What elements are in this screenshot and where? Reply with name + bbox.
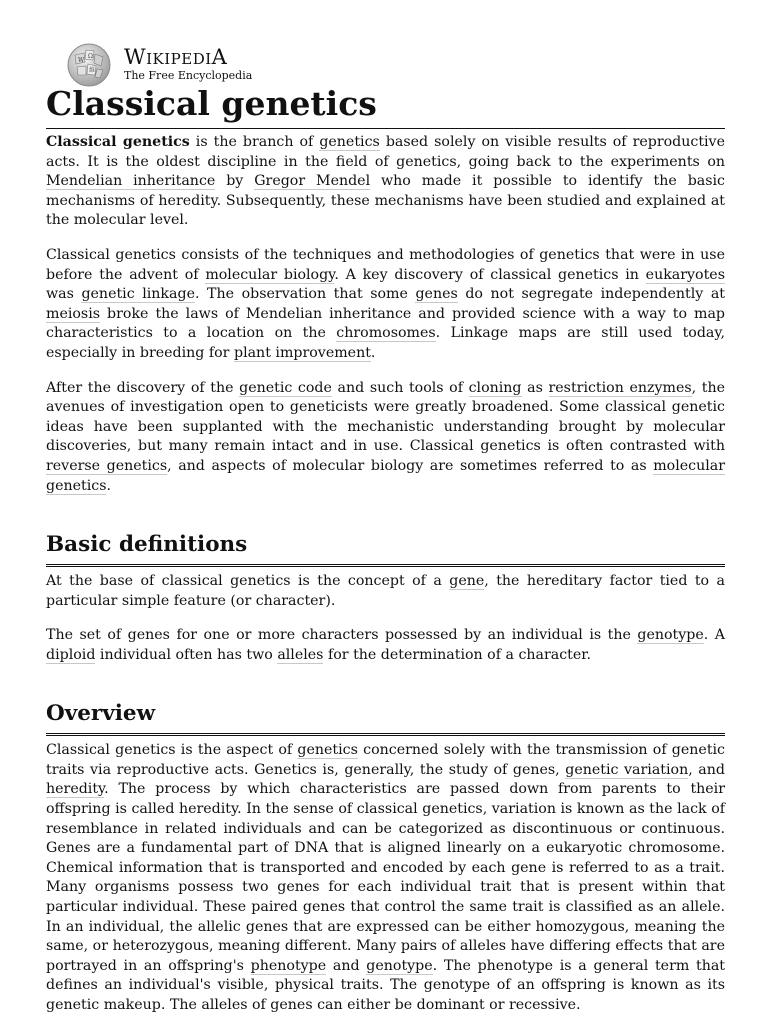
wiki-link[interactable]: Gregor Mendel <box>254 173 371 190</box>
text-run: . The observation that some <box>194 286 416 303</box>
wiki-link[interactable]: genetic linkage <box>81 286 195 303</box>
wiki-link[interactable]: molecular biology <box>205 266 335 283</box>
text-run: . <box>106 477 111 494</box>
text-run: is the branch of <box>189 134 320 150</box>
wikipedia-tagline: The Free Encyclopedia <box>124 69 253 82</box>
wiki-link[interactable]: genotype <box>366 957 433 974</box>
wiki-link[interactable]: genetic variation <box>565 761 689 778</box>
site-header <box>64 42 364 88</box>
wiki-link[interactable]: diploid <box>46 646 96 663</box>
article-body <box>46 133 725 1031</box>
text-run: , the avenues of investigation open to geneticists were greatly broadened. Some classical genetic ideas have been supplanted with the mechanistic understanding brought by molecular discoveries, but many remain intact and in use. Classical genetics is often contrasted with <box>46 379 725 455</box>
text-run: for the determination of a character. <box>323 646 592 663</box>
wiki-link[interactable]: eukaryotes <box>645 266 725 283</box>
wikipedia-globe-logo[interactable] <box>64 42 114 88</box>
section-heading: Basic definitions <box>46 532 725 567</box>
text-run: After the discovery of the <box>46 379 240 396</box>
text-run: At the base of classical genetics is the concept of a <box>46 572 450 589</box>
section-paragraph <box>46 626 725 665</box>
wikipedia-wordmark: WIKIPEDIA <box>124 45 228 69</box>
text-run: based solely on visible results of reproductive acts. It is the oldest discipline in the field of genetics, going back to the experiments on <box>46 134 725 170</box>
svg-text:W: W <box>78 57 85 64</box>
wiki-link[interactable]: plant improvement <box>233 344 371 361</box>
section-paragraph <box>46 572 725 611</box>
wiki-link[interactable]: cloning <box>468 379 522 396</box>
text-run: as <box>521 379 549 396</box>
svg-text:Ω: Ω <box>88 53 93 60</box>
text-run: . Linkage maps are still used today, especially in breeding for <box>46 325 725 361</box>
text-run: . A <box>703 627 726 644</box>
intro-paragraph <box>46 133 725 231</box>
wiki-link[interactable]: alleles <box>277 646 324 663</box>
wiki-link[interactable]: restriction enzymes <box>548 379 692 396</box>
wiki-link[interactable]: molecular genetics <box>46 457 725 494</box>
wiki-link[interactable]: chromosomes <box>336 325 436 342</box>
section-heading: Overview <box>46 701 725 736</box>
text-run: by <box>215 173 255 190</box>
text-run: , and aspects of molecular biology are sometimes referred to as <box>167 457 654 474</box>
text-run: concerned solely with the transmission of genetic traits via reproductive acts. Genetics is, generally, the study of genes, <box>46 742 726 778</box>
text-run: , the hereditary factor tied to a particular simple feature (or character). <box>46 572 725 609</box>
wiki-link[interactable]: genetic code <box>239 379 332 396</box>
text-run: was <box>46 286 82 303</box>
wiki-link[interactable]: meiosis <box>46 305 101 322</box>
text-run: . The process by which characteristics are passed down from parents to their offspring is called heredity. In the sense of classical genetics, variation is known as the lack of resemblance in related individuals and can be categorized as discontinuous or continuous. Genes are a fundamental part of DNA that is aligned linearly on a eukaryotic chromosome. Chemical information that is transported and encoded by each gene is referred to as a trait. Many organisms possess two genes for each individual trait that is present within that particular individual. These paired genes that control the same trait is classified as an allele. In an individual, the allelic genes that are expressed can be either homozygous, meaning the same, or heterozygous, meaning different. Many pairs of alleles have differing effects that are portrayed in an offspring's <box>46 781 725 974</box>
text-run: Classical genetics is the aspect of <box>46 742 298 759</box>
wiki-link[interactable]: Mendelian inheritance <box>46 173 216 190</box>
text-run: Classical genetics consists of the techniques and methodologies of genetics that were in use before the advent of <box>46 246 725 283</box>
section-paragraph <box>46 741 725 1015</box>
intro-paragraph <box>46 246 725 364</box>
text-run: do not segregate independently at <box>457 286 725 303</box>
title-divider <box>46 128 725 129</box>
wiki-link[interactable]: genetics <box>297 742 358 759</box>
text-run: individual often has two <box>95 646 278 663</box>
svg-text:維: 維 <box>89 67 96 74</box>
text-run: , and <box>688 761 725 778</box>
wiki-link[interactable]: genetics <box>319 134 380 150</box>
text-run: broke the laws of Mendelian inheritance and provided science with a way to map characteristics to a location on the <box>46 305 725 342</box>
wiki-link[interactable]: genotype <box>637 627 704 644</box>
text-run: who made it possible to identify the basic mechanisms of heredity. Subsequently, these mechanisms have been studied and explained at the molecular level. <box>46 173 725 229</box>
wiki-link[interactable]: heredity <box>46 781 105 798</box>
intro-paragraph <box>46 379 725 497</box>
bold-term: Classical genetics <box>46 134 190 150</box>
text-run: and <box>326 957 367 974</box>
wiki-link[interactable]: genes <box>415 286 458 303</box>
text-run: The set of genes for one or more characters possessed by an individual is the <box>46 627 638 644</box>
wiki-link[interactable]: phenotype <box>250 957 327 974</box>
text-run: . A key discovery of classical genetics in <box>334 266 646 283</box>
text-run: . <box>370 344 376 361</box>
wiki-link[interactable]: gene <box>449 572 485 589</box>
text-run: and such tools of <box>331 379 469 396</box>
text-run: . The phenotype is a general term that defines an individual's visible, physical traits. The genotype of an offspring is known as its genetic makeup. The alleles of genes can either be dominant or recessive. <box>46 957 726 1013</box>
wiki-link[interactable]: reverse genetics <box>46 457 168 474</box>
page-title: Classical genetics <box>46 84 377 123</box>
